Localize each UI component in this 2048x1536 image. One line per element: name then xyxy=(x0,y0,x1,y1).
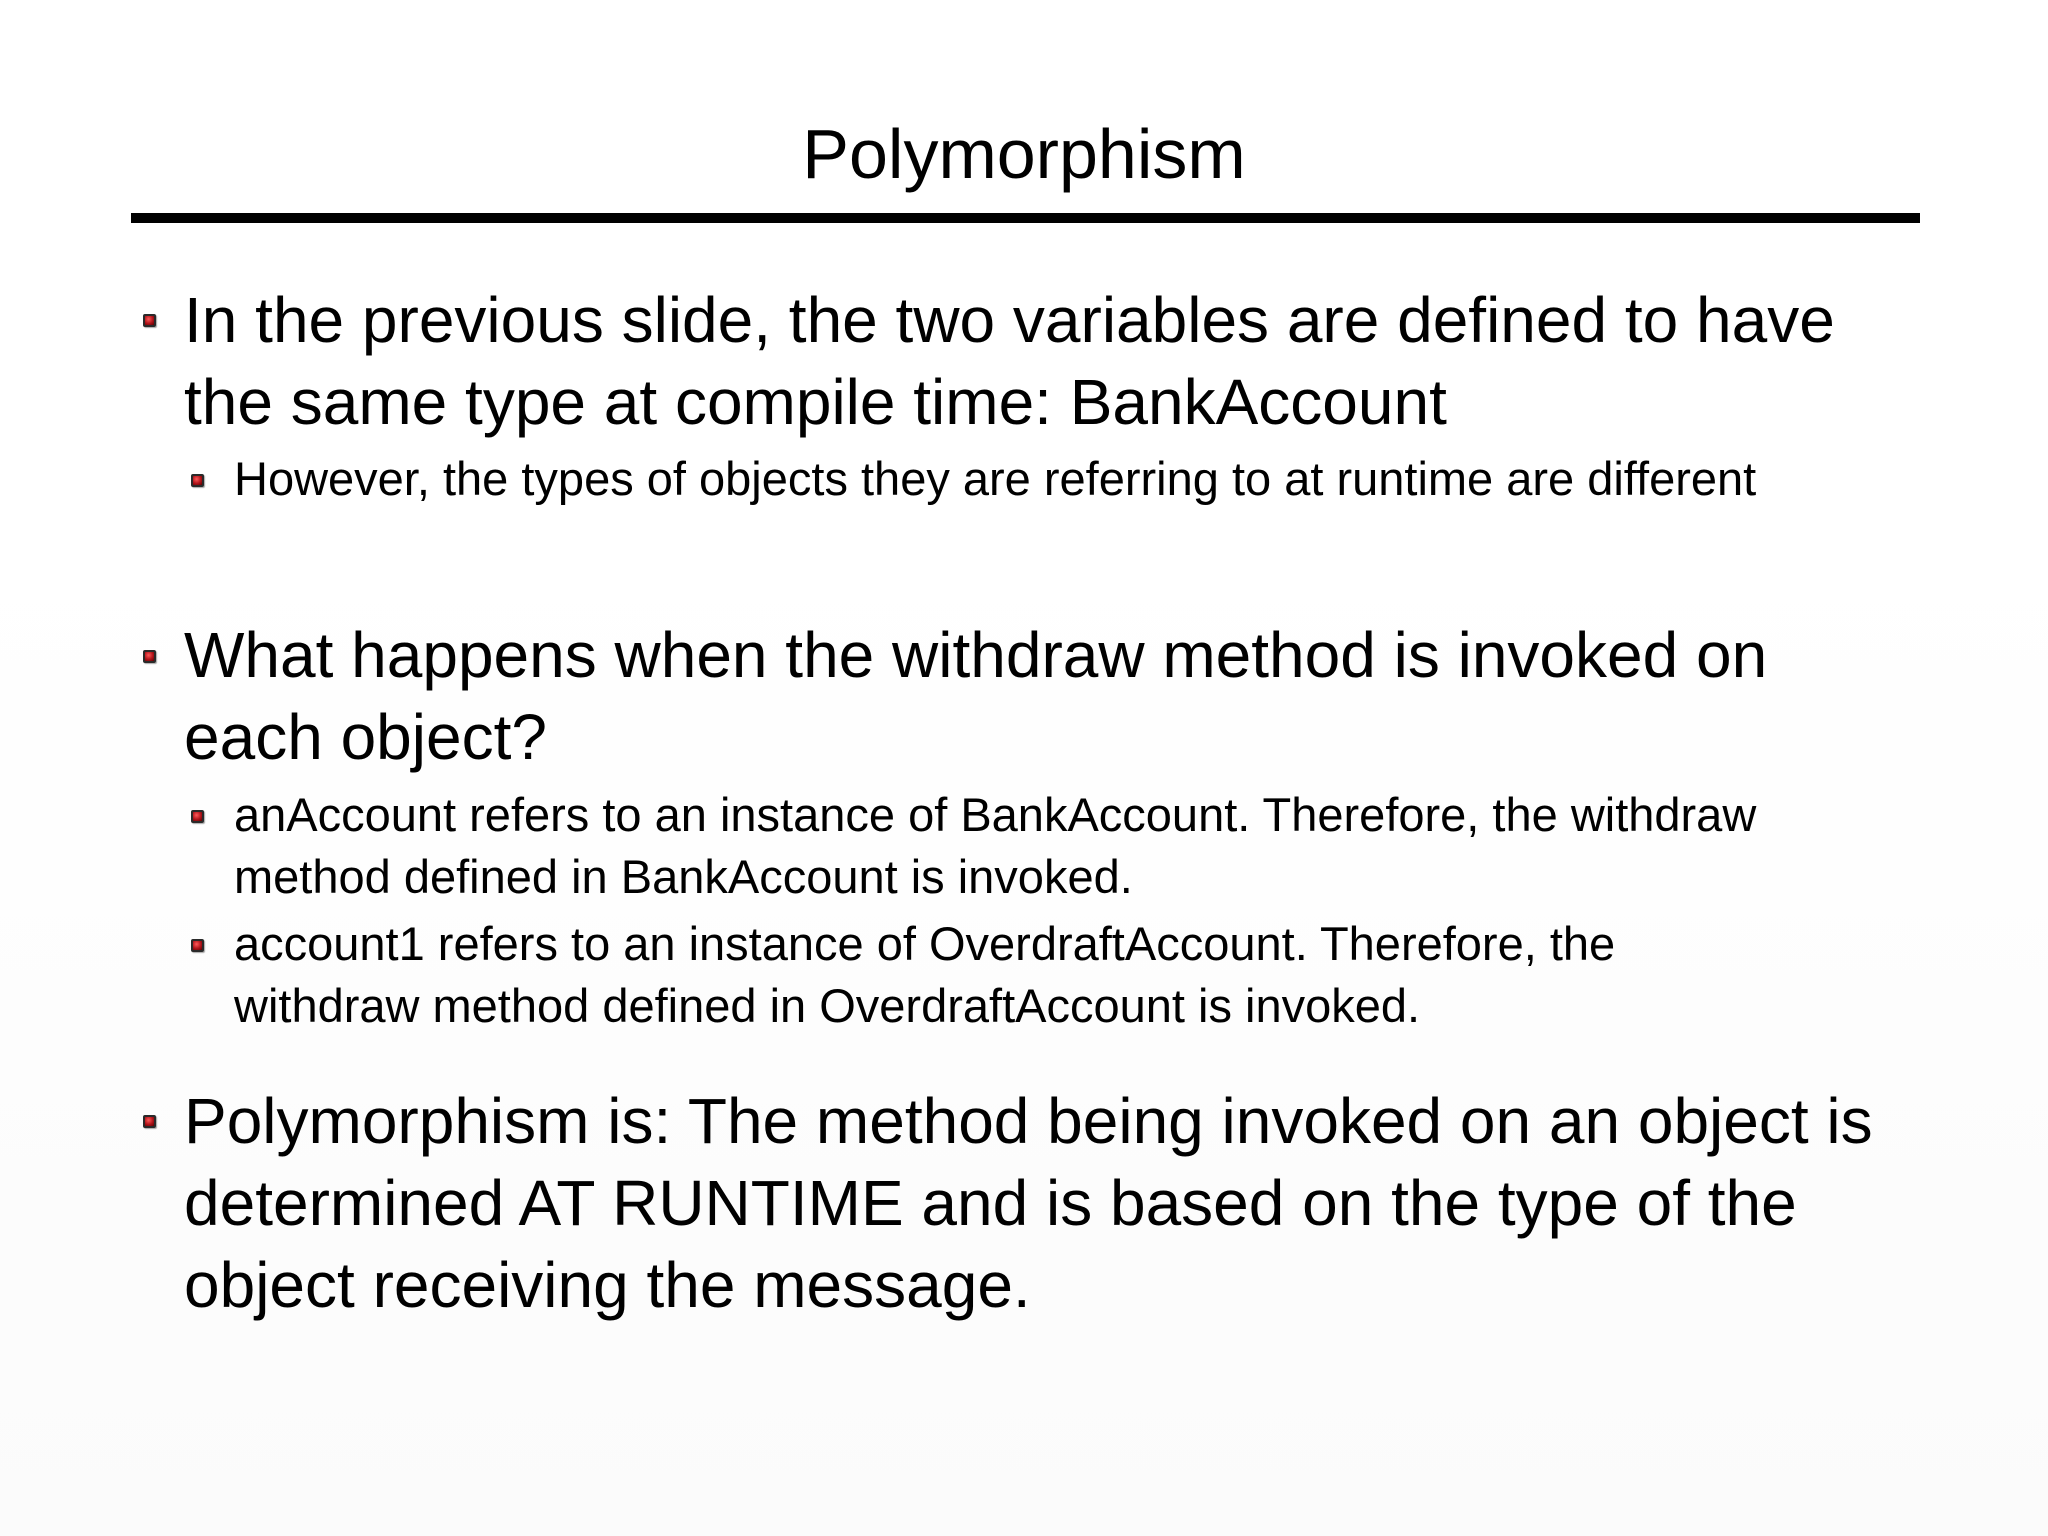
square-bullet-icon xyxy=(191,810,204,823)
bullet-2-sub-1-text: anAccount refers to an instance of BankAccount. Therefore, the withdraw method defined in BankAccount is invoked. xyxy=(234,788,1757,903)
title-underline xyxy=(131,213,1920,223)
bullet-1-sub-1-text: However, the types of objects they are referring to at runtime are different xyxy=(234,452,1757,505)
square-bullet-icon xyxy=(143,1115,156,1128)
square-bullet-icon xyxy=(143,650,156,663)
bullet-3-text: Polymorphism is: The method being invoked on an object is determined AT RUNTIME and is based on the type of the object receiving the message. xyxy=(184,1085,1873,1321)
bullet-2-text: What happens when the withdraw method is invoked on each object? xyxy=(184,619,1768,773)
bullet-1-text: In the previous slide, the two variables are defined to have the same type at compile time: BankAccount xyxy=(184,284,1835,438)
square-bullet-icon xyxy=(191,474,204,487)
slide-title: Polymorphism xyxy=(802,115,1246,193)
square-bullet-icon xyxy=(191,939,204,952)
square-bullet-icon xyxy=(143,314,156,327)
bullet-2-sub-2-text: account1 refers to an instance of OverdraftAccount. Therefore, the withdraw method defined in OverdraftAccount is invoked. xyxy=(234,917,1616,1032)
